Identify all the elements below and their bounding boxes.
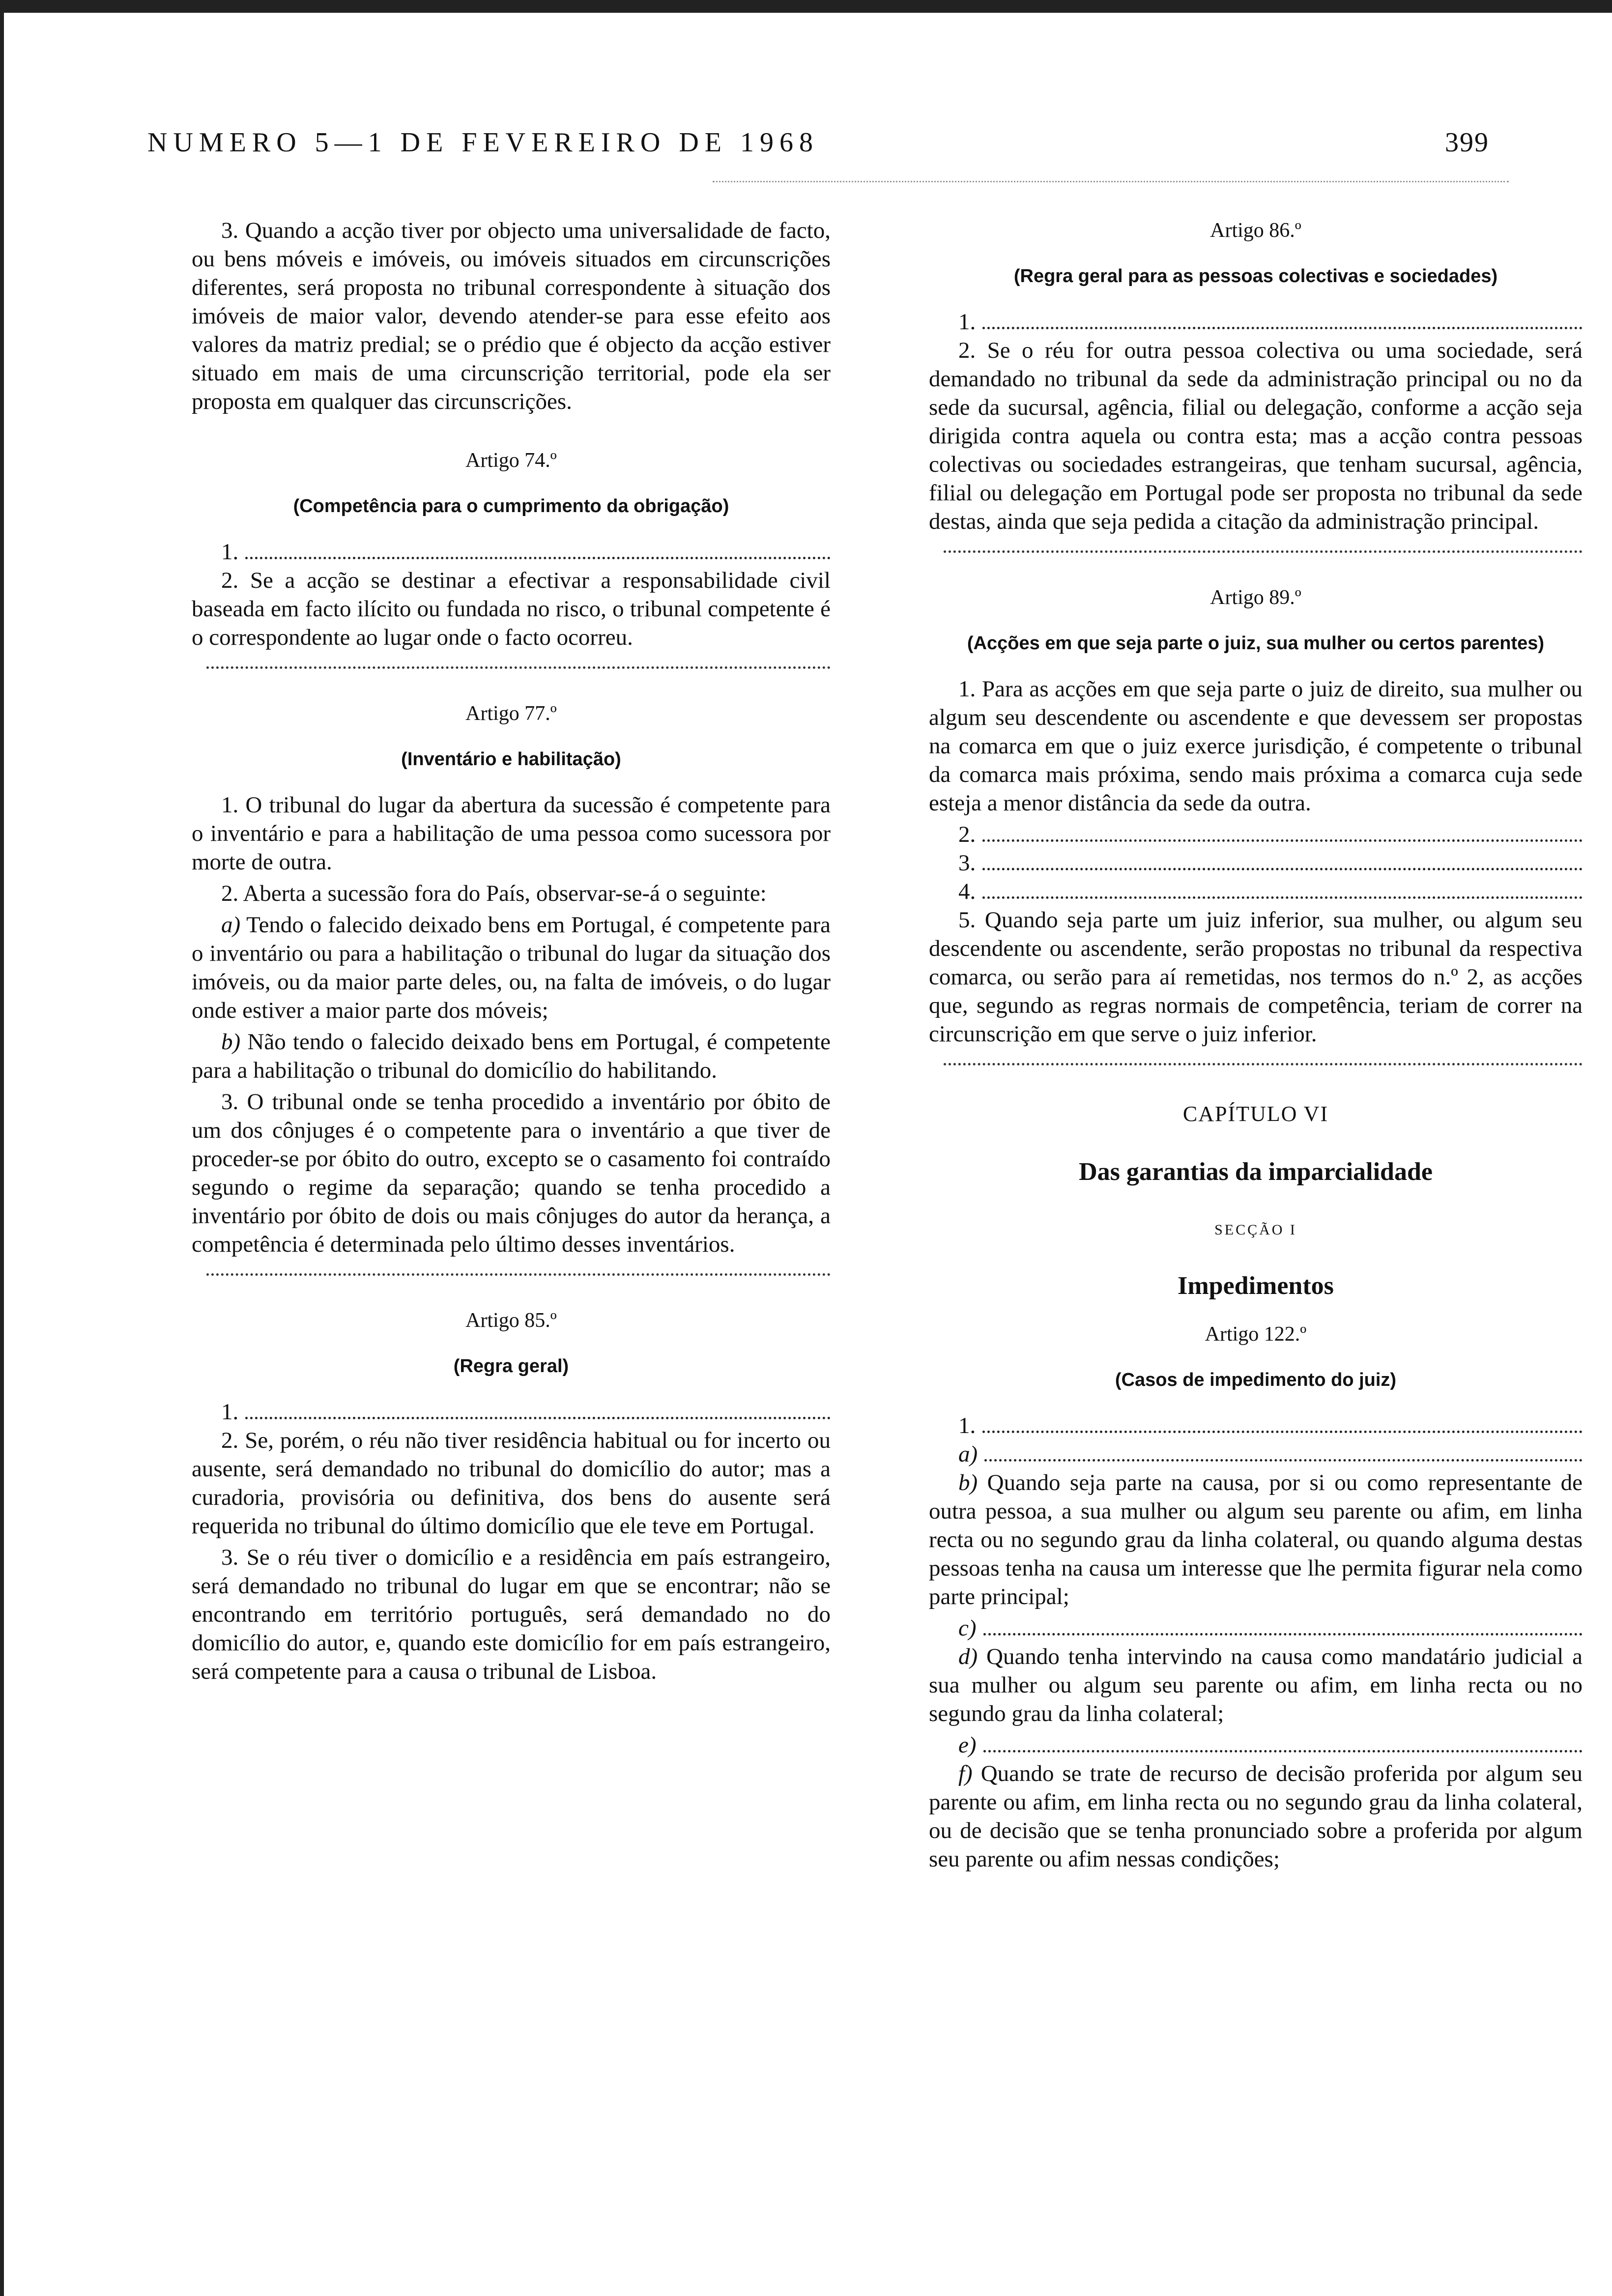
item-number: 1. — [221, 1399, 239, 1425]
paragraph: 3. Quando a acção tiver por objecto uma universalidade de facto, ou bens móveis e imóveis, ou imóveis situados em circunscrições diferentes, será proposta no tribunal correspondente à situação dos imóveis de maior valor, devendo atender-se para esse efeito aos valores da matriz predial; se o prédio que é objecto da acção estiver situado em mais de uma circunscrição territorial, pode ela ser proposta em qualquer das circunscrições. — [192, 218, 831, 414]
paragraph: 2. Se, porém, o réu não tiver residência habitual ou for incerto ou ausente, será demandado no tribunal do domicílio do autor; mas a curadoria, provisória ou definitiva, dos bens do ausente será requerida no tribunal do último domicílio que ele teve em Portugal. — [192, 1428, 831, 1539]
header-rule — [713, 181, 1509, 182]
article-title: Artigo 89.º — [1210, 586, 1301, 609]
dot-leader — [982, 839, 1583, 842]
omitted-item — [929, 1411, 1583, 1440]
paragraph — [192, 1028, 831, 1085]
paragraph: 2. Se o réu for outra pessoa colectiva ou uma sociedade, será demandado no tribunal da sede da administração principal ou no da sede da sucursal, agência, filial ou delegação, conforme a acção seja dirigida contra aquela ou contra esta; mas a acção contra pessoas colectivas ou sociedades estrangeiras, que tenham sucursal, agência, filial ou delegação em Portugal pode ser proposta no tribunal da sede destas, ainda que seja pedida a citação da administração principal. — [929, 338, 1583, 534]
item-text: Tendo o falecido deixado bens em Portugal, é competente para o inventário ou para a habilitação o tribunal do lugar da situação dos imóveis, ou da maior parte deles, ou, na falta de imóveis, o do lugar onde estiver a maior parte dos móveis; — [192, 912, 831, 1023]
omitted-item — [929, 308, 1583, 336]
paragraph — [192, 911, 831, 1025]
item-label: d) — [958, 1644, 978, 1669]
paragraph — [929, 1468, 1583, 1611]
dotted-separator — [206, 1273, 831, 1276]
chapter-title: Das garantias da imparcialidade — [1079, 1158, 1433, 1186]
omitted-item — [929, 849, 1583, 877]
dot-leader — [983, 1750, 1583, 1752]
top-border — [0, 0, 1612, 13]
paragraph: 1. Para as acções em que seja parte o juiz de direito, sua mulher ou algum seu descendente ou ascendente e que devessem ser propostas na comarca em que o juiz exerce jurisdição, é competente o tribunal da comarca mais próxima, sendo mais próxima a comarca cuja sede esteja a menor distância da sede da outra. — [929, 676, 1583, 816]
dot-leader — [245, 557, 831, 559]
item-label: b) — [221, 1029, 241, 1055]
paragraph — [929, 1759, 1583, 1873]
item-label: b) — [958, 1470, 978, 1495]
item-text: Quando tenha intervindo na causa como mandatário judicial a sua mulher ou algum seu parente ou afim, em linha recta ou no segundo grau da linha colateral; — [929, 1644, 1583, 1726]
article-heading: (Casos de impedimento do juiz) — [1115, 1370, 1397, 1390]
gazette-title: NUMERO 5—1 DE FEVEREIRO DE 1968 — [147, 127, 819, 158]
paragraph: 1. O tribunal do lugar da abertura da sucessão é competente para o inventário e para a habilitação de uma pessoa como sucessora por morte de outra. — [192, 792, 831, 875]
item-label: a) — [958, 1441, 978, 1467]
paragraph: 3. Se o réu tiver o domicílio e a residência em país estrangeiro, será demandado no tribunal do lugar em que se encontrar; não se encontrando em território português, será demandado no do domicílio do autor, e, quando este domicílio for em país estrangeiro, será competente para a causa o tribunal de Lisboa. — [192, 1545, 831, 1684]
dot-leader — [982, 327, 1583, 329]
item-text: Não tendo o falecido deixado bens em Portugal, é competente para a habilitação o tribunal do domicílio do habilitando. — [192, 1029, 831, 1083]
item-number: 1. — [221, 539, 239, 565]
article-title: Artigo 74.º — [465, 449, 557, 472]
item-label: a) — [221, 912, 241, 938]
item-label: e) — [958, 1732, 977, 1758]
right-column — [929, 216, 1583, 1876]
article-title: Artigo 122.º — [1205, 1323, 1307, 1346]
dot-leader — [982, 1431, 1583, 1433]
paragraph — [929, 1642, 1583, 1728]
dotted-separator — [944, 1063, 1583, 1065]
item-text: Quando seja parte na causa, por si ou como representante de outra pessoa, a sua mulher ou algum seu parente ou afim, em linha recta ou no segundo grau da linha colateral, ou quando alguma destas pessoas tenha na causa um interesse que lhe permita figurar nela como parte principal; — [929, 1470, 1583, 1609]
item-number: 4. — [958, 879, 976, 904]
omitted-item — [929, 1731, 1583, 1759]
dot-leader — [982, 868, 1583, 870]
page-number: 399 — [1445, 127, 1489, 158]
chapter-label: CAPÍTULO VI — [1182, 1102, 1329, 1126]
article-heading: (Competência para o cumprimento da obrigação) — [293, 496, 729, 517]
article-heading: (Acções em que seja parte o juiz, sua mulher ou certos parentes) — [967, 633, 1545, 654]
paragraph: 2. Aberta a sucessão fora do País, observar-se-á o seguinte: — [221, 881, 767, 906]
article-title: Artigo 77.º — [465, 702, 557, 725]
article-title: Artigo 86.º — [1210, 219, 1301, 242]
item-number: 1. — [958, 309, 976, 335]
dot-leader — [984, 1459, 1583, 1462]
page-header — [147, 127, 1489, 166]
omitted-item — [929, 820, 1583, 849]
item-label: f) — [958, 1761, 973, 1786]
omitted-item — [929, 1614, 1583, 1642]
item-number: 3. — [958, 850, 976, 876]
dot-leader — [245, 1417, 831, 1419]
dot-leader — [983, 1633, 1583, 1636]
paragraph: 3. O tribunal onde se tenha procedido a inventário por óbito de um dos cônjuges é o competente para o inventário a que tiver de proceder-se por óbito do outro, excepto se o casamento foi contraído segundo o regime da separação; quando se tenha procedido a inventário por óbito de dois ou mais cônjuges do autor da herança, a competência é determinada pelo último desses inventários. — [192, 1089, 831, 1257]
omitted-item — [192, 1398, 831, 1426]
section-label: SECÇÃO I — [1214, 1222, 1297, 1238]
left-border — [0, 0, 4, 2296]
section-title: Impedimentos — [1178, 1272, 1334, 1300]
paragraph: 5. Quando seja parte um juiz inferior, sua mulher, ou algum seu descendente ou ascendente, serão propostas no tribunal da respectiva comarca, ou serão para aí remetidas, nos termos do n.º 2, as acções que, segundo as regras normais de competência, teriam de correr na circunscrição em que serve o juiz inferior. — [929, 907, 1583, 1047]
item-text: Quando se trate de recurso de decisão proferida por algum seu parente ou afim, em linha recta ou no segundo grau da linha colateral, ou de decisão que se tenha pronunciado sobre a proferida por algum seu parente ou afim nessas condições; — [929, 1761, 1583, 1872]
dotted-separator — [944, 550, 1583, 553]
paragraph: 2. Se a acção se destinar a efectivar a responsabilidade civil baseada em facto ilícito ou fundada no risco, o tribunal competente é o correspondente ao lugar onde o facto ocorreu. — [192, 568, 831, 650]
dotted-separator — [206, 666, 831, 669]
omitted-item — [929, 1440, 1583, 1468]
dot-leader — [982, 896, 1583, 899]
article-heading: (Regra geral para as pessoas colectivas e sociedades) — [1013, 266, 1498, 287]
article-title: Artigo 85.º — [465, 1309, 557, 1332]
left-column — [192, 216, 831, 1689]
item-number: 2. — [958, 822, 976, 847]
omitted-item — [929, 877, 1583, 906]
article-heading: (Inventário e habilitação) — [401, 749, 621, 770]
article-heading: (Regra geral) — [453, 1356, 569, 1377]
item-number: 1. — [958, 1413, 976, 1438]
omitted-item — [192, 538, 831, 566]
item-label: c) — [958, 1615, 977, 1641]
